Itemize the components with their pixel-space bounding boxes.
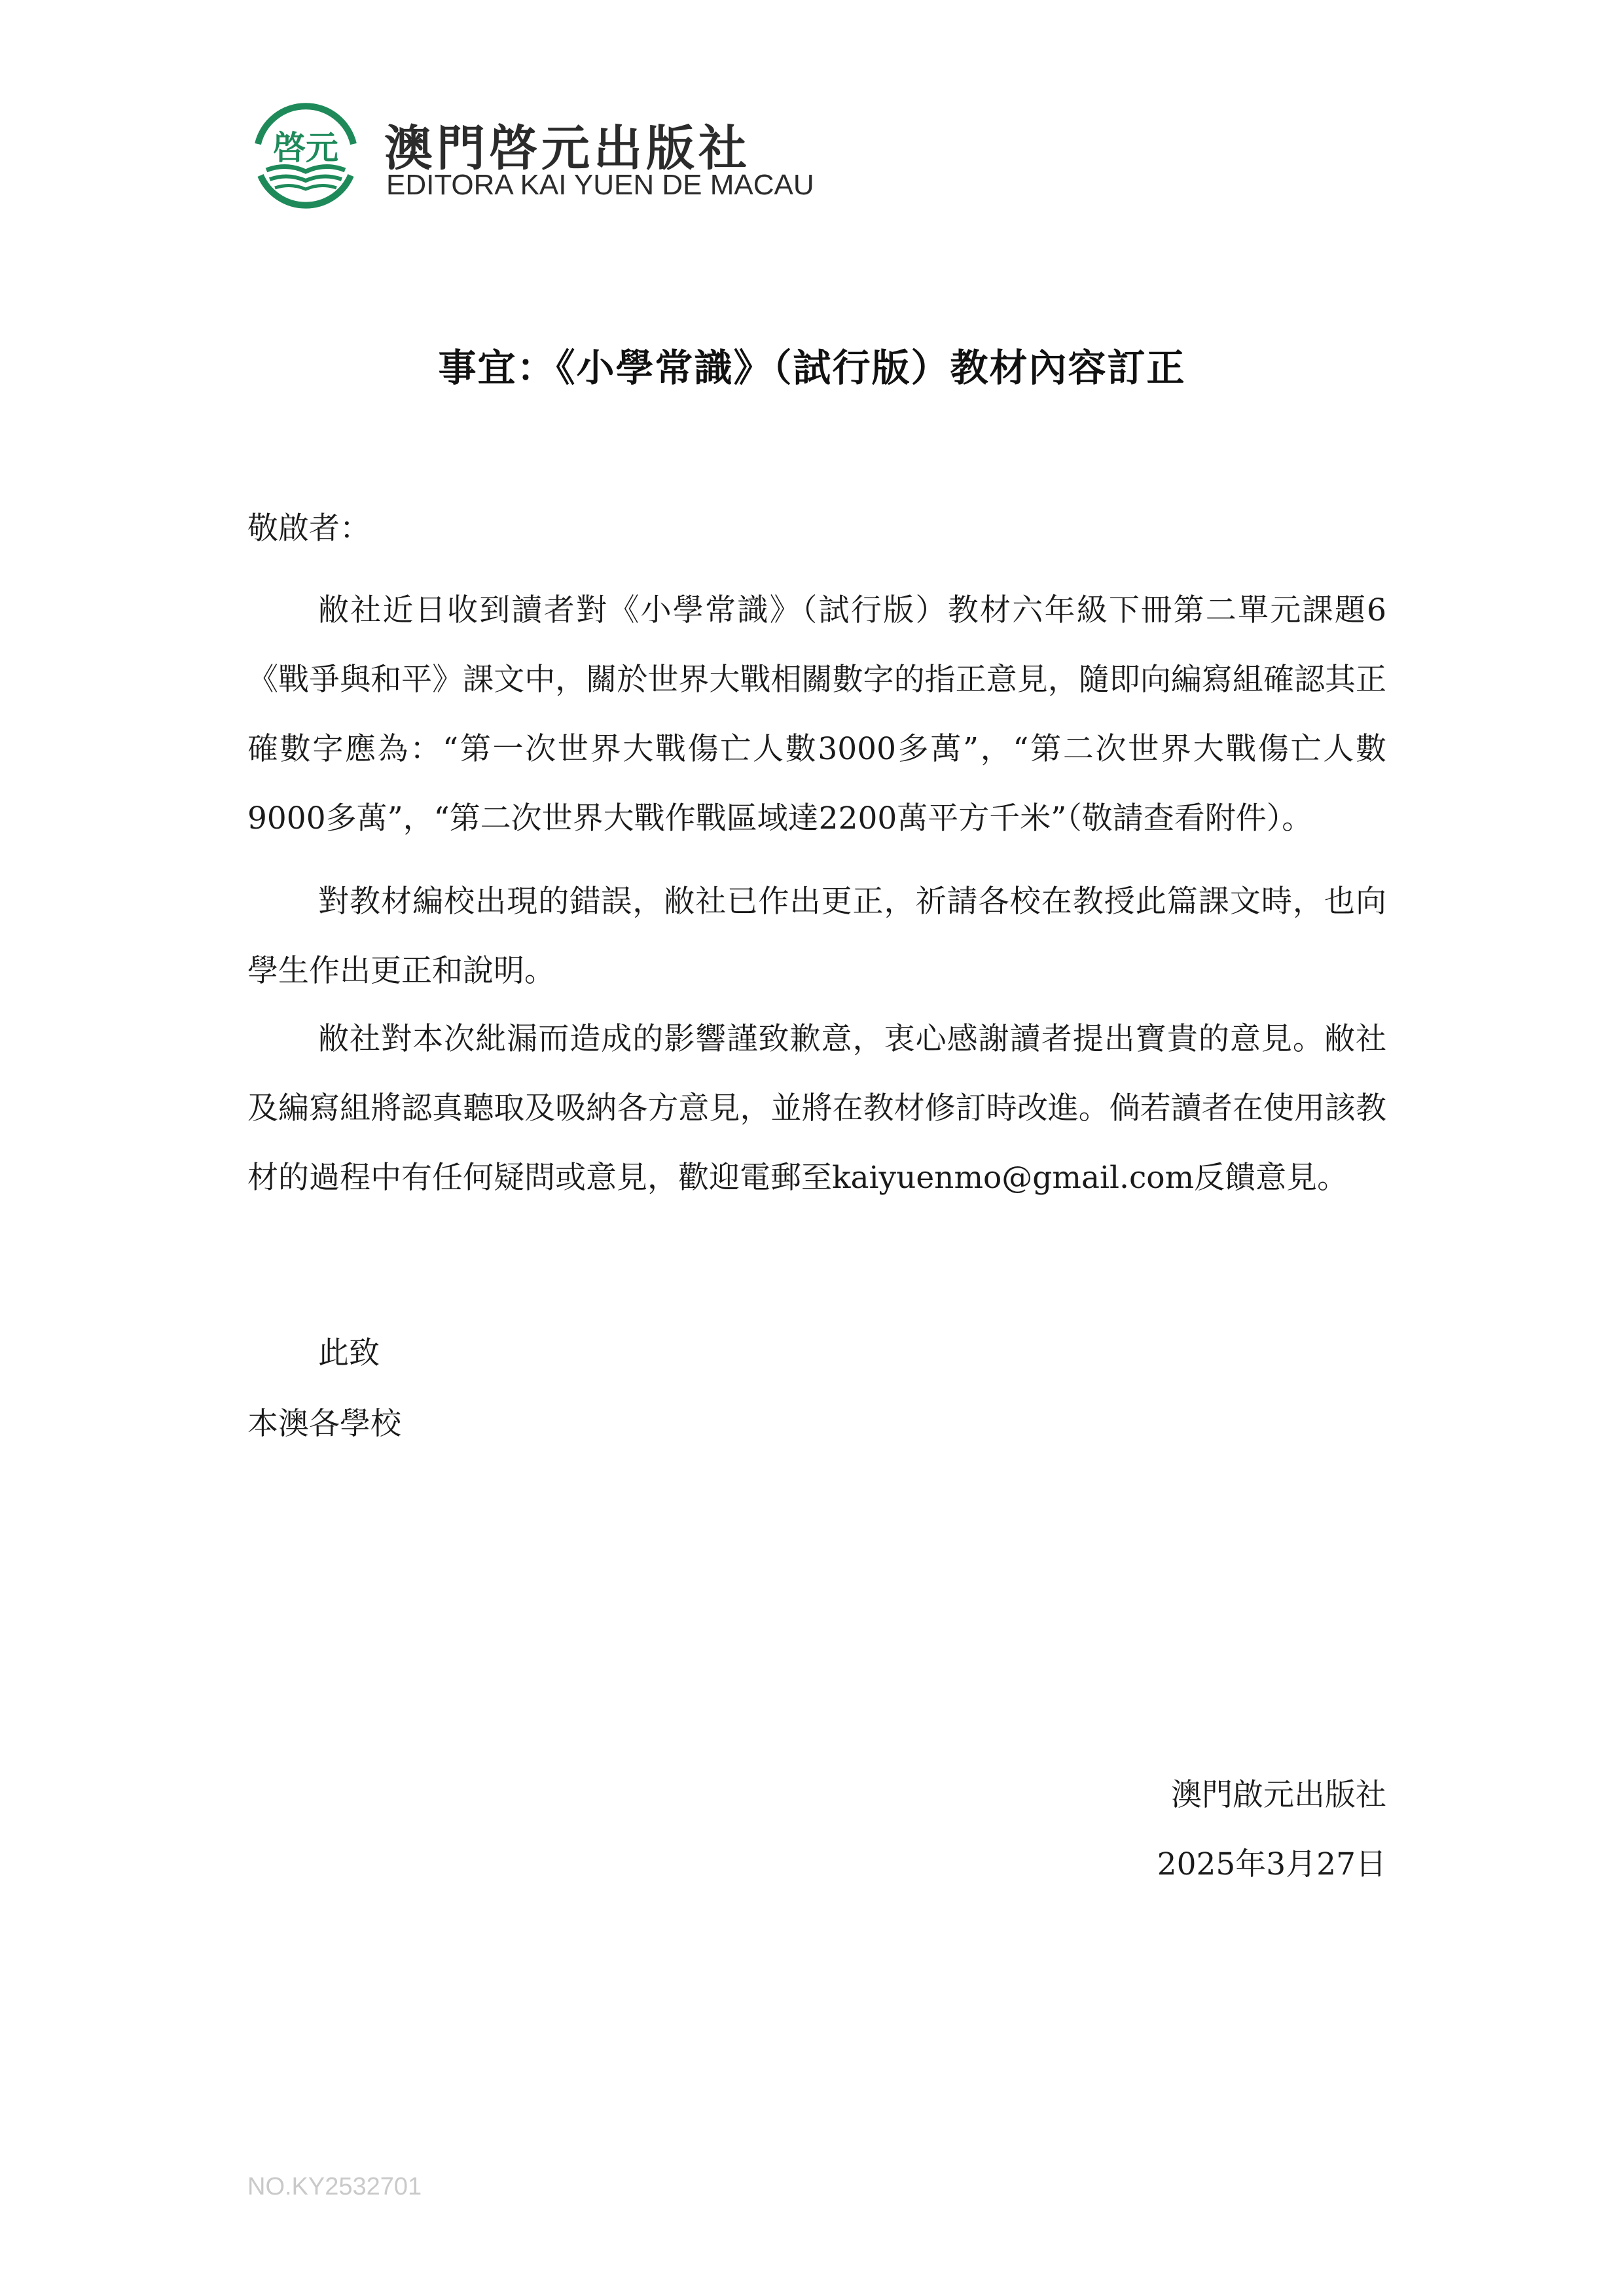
paragraph-apology-feedback: 敝社對本次紕漏而造成的影響謹致歉意，衷心感謝讀者提出寶貴的意見。敝社及編寫組將認真聽取及吸納各方意見，並將在教材修訂時改進。倘若讀者在使用該教材的過程中有任何疑問或意見，歡迎電郵至kaiyuenmo@gmail.com反饋意見。	[247, 1021, 1386, 1196]
signature-publisher: 澳門啟元出版社	[1171, 1777, 1386, 1813]
salutation: 敬啟者：	[247, 511, 370, 547]
letterhead	[244, 92, 898, 216]
recipient: 本澳各學校	[247, 1406, 401, 1442]
paragraph-correction-details: 敝社近日收到讀者對《小學常識》（試行版）教材六年級下冊第二單元課題6《戰爭與和平》課文中，關於世界大戰相關數字的指正意見，隨即向編寫組確認其正確數字應為：“第一次世界大戰傷亡人數3000多萬”，“第二次世界大戰傷亡人數9000多萬”，“第二次世界大戰作戰區域達2200萬平方千米”（敬請查看附件）。	[247, 592, 1386, 836]
signature-date: 2025年3月27日	[1157, 1846, 1386, 1882]
logo-text: 啓元	[273, 129, 338, 167]
closing-phrase: 此致	[318, 1335, 380, 1371]
signature-block	[1157, 1761, 1386, 1899]
paragraph-request-schools: 對教材編校出現的錯誤，敝社已作出更正，祈請各校在教授此篇課文時，也向學生作出更正和說明。	[247, 884, 1386, 989]
publisher-logo-icon	[244, 92, 368, 216]
document-title: 事宜：《小學常識》（試行版）教材內容訂正	[438, 346, 1186, 390]
publisher-name-english: EDITORA KAI YUEN DE MACAU	[386, 169, 814, 201]
document-number: NO.KY2532701	[247, 2173, 422, 2200]
publisher-name-chinese: 澳門啓元出版社	[384, 120, 751, 177]
